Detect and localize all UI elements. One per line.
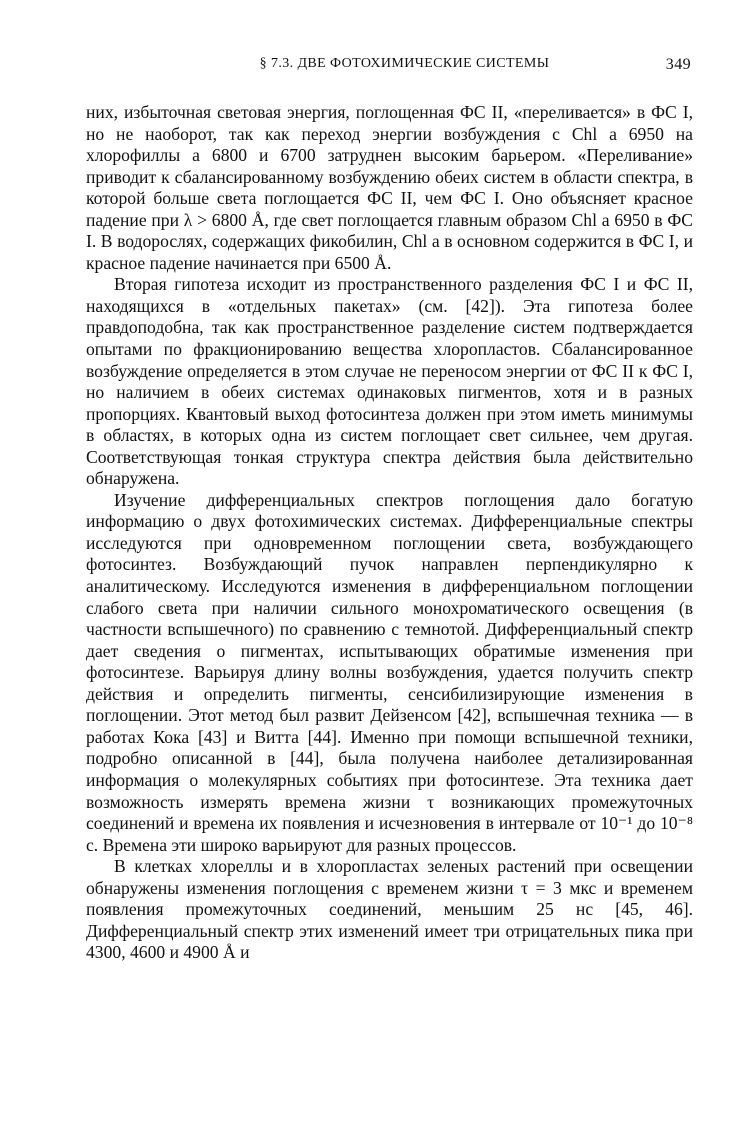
- running-title: § 7.3. ДВЕ ФОТОХИМИЧЕСКИЕ СИСТЕМЫ: [259, 56, 550, 71]
- paragraph-continued: них, избыточная световая энергия, поглощенная ФС II, «переливается» в ФС I, но не наоборот, так как переход энергии возбуждения с Chl a 6950 на хлорофиллы a 6800 и 6700 затруднен высоким барьером. «Переливание» приводит к сбалансированному возбуждению обеих систем в области спектра, в которой больше света поглощается ФС II, чем ФС I. Оно объясняет красное падение при λ > 6800 Å, где свет поглощается главным образом Chl a 6950 в ФС I. В водорослях, содержащих фикобилин, Chl a в основном содержится в ФС I, и красное падение начинается при 6500 Å.: [86, 102, 693, 273]
- paragraph-differential-spectra: Изучение дифференциальных спектров поглощения дало богатую информацию о двух фотохимических системах. Дифференциальные спектры исследуются при одновременном поглощении света, возбуждающего фотосинтез. Возбуждающий пучок направлен перпендикулярно к аналитическому. Исследуются изменения в дифференциальном поглощении слабого света при наличии сильного монохроматического освещения (в частности вспышечного) по сравнению с темнотой. Дифференциальный спектр дает сведения о пигментах, испытывающих обратимые изменения при фотосинтезе. Варьируя длину волны возбуждения, удается получить спектр действия и определить пигменты, сенсибилизирующие изменения в поглощении. Этот метод был развит Дейзенсом [42], вспышечная техника — в работах Кока [43] и Витта [44]. Именно при помощи вспышечной техники, подробно описанной в [44], была получена наиболее детализированная информация о молекулярных событиях при фотосинтезе. Эта техника дает возможность измерять времена жизни τ возникающих промежуточных соединений и времена их появления и исчезновения в интервале от 10⁻¹ до 10⁻⁸ с. Времена эти широко варьируют для разных процессов.: [86, 489, 693, 855]
- paragraph-second-hypothesis: Вторая гипотеза исходит из пространственного разделения ФС I и ФС II, находящихся в «отдельных пакетах» (см. [42]). Эта гипотеза более правдоподобна, так как пространственное разделение систем подтверждается опытами по фракционированию вещества хлоропластов. Сбалансированное возбуждение определяется в этом случае не переносом энергии от ФС II к ФС I, но наличием в обеих системах одинаковых пигментов, хотя и в разных пропорциях. Квантовый выход фотосинтеза должен при этом иметь минимумы в областях, в которых одна из систем поглощает свет сильнее, чем другая. Соответствующая тонкая структура спектра действия была действительно обнаружена.: [86, 274, 693, 489]
- running-head: [86, 56, 693, 80]
- paragraph-chlorella-cells: В клетках хлореллы и в хлоропластах зеленых растений при освещении обнаружены изменения поглощения с временем жизни τ = 3 мкс и временем появления промежуточных соединений, меньшим 25 нс [45, 46]. Дифференциальный спектр этих изменений имеет три отрицательных пика при 4300, 4600 и 4900 Å и: [86, 856, 693, 963]
- body-text: [86, 102, 693, 964]
- page-number: 349: [665, 56, 691, 73]
